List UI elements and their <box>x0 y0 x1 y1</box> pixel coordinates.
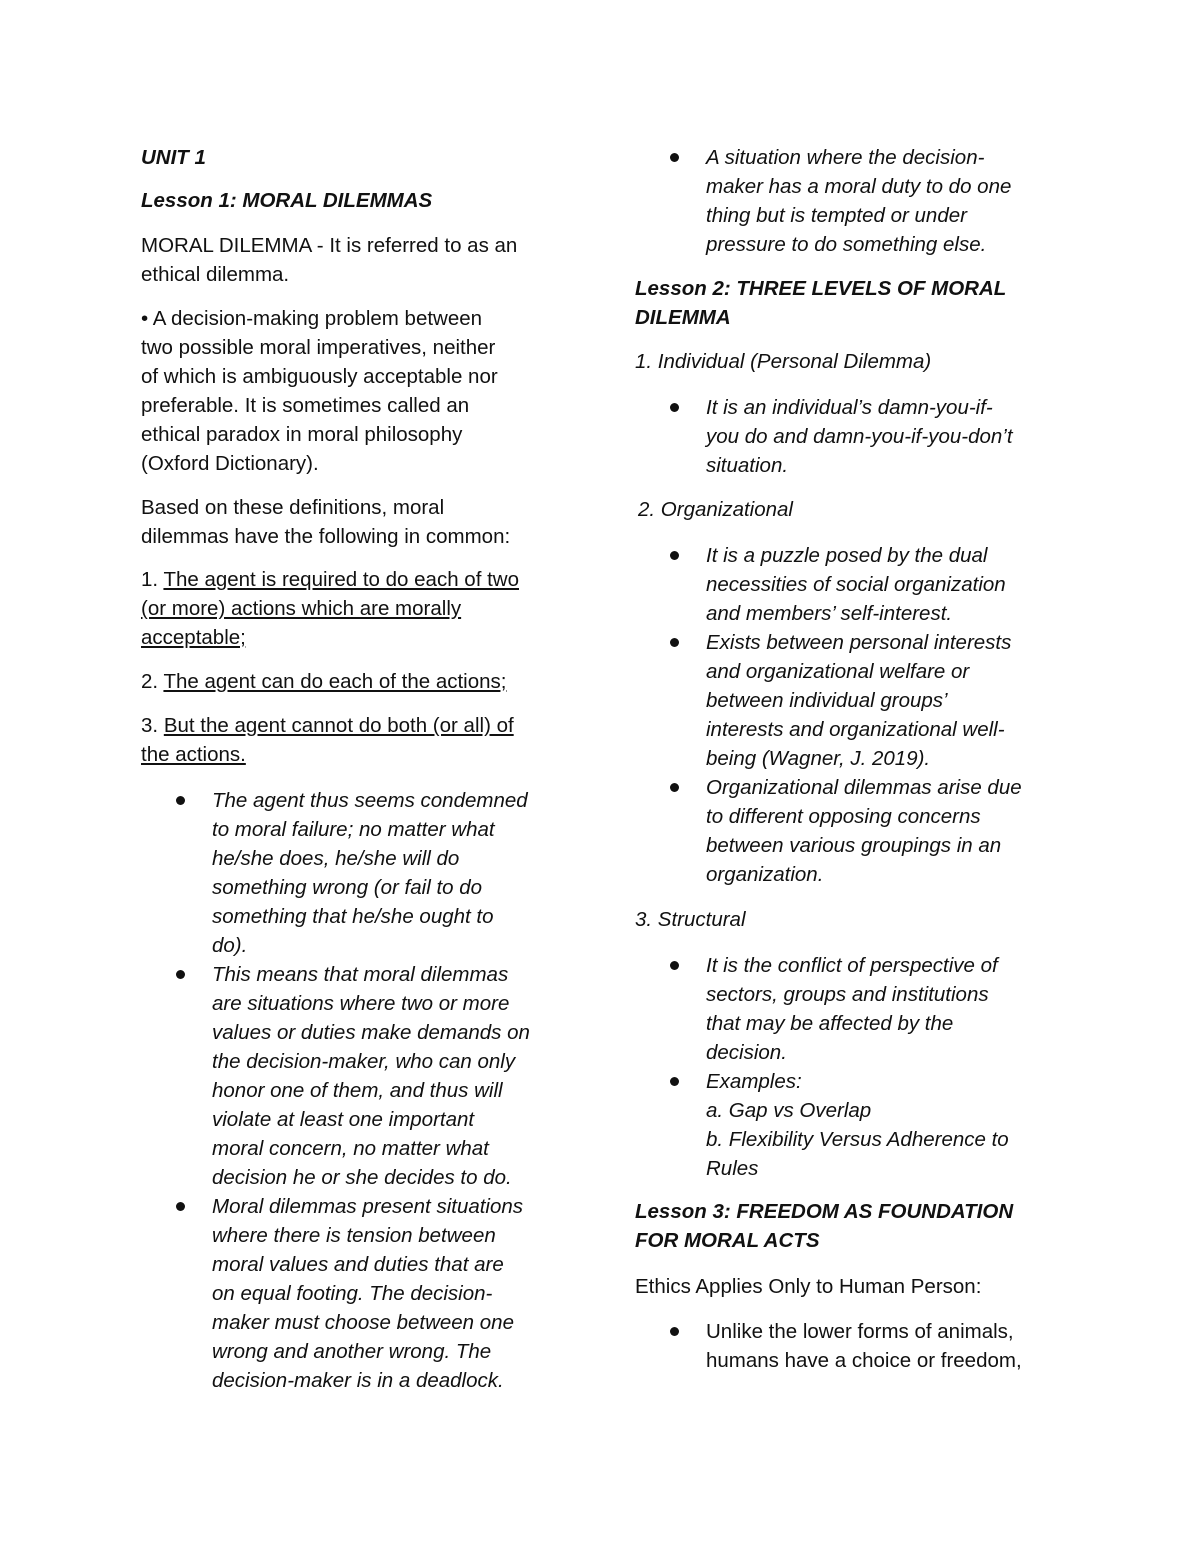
item-text: But the agent cannot do both (or all) of <box>163 714 514 737</box>
list-item: A situation where the decision- maker has a moral duty to do one thing but is tempted or under pressure to do something else. <box>706 143 1086 259</box>
text-line: • A decision-making problem between <box>141 307 483 330</box>
list-item: Unlike the lower forms of animals, humans have a choice or freedom, <box>706 1317 1086 1375</box>
text-line: Based on these definitions, moral <box>141 496 445 519</box>
bullet-icon <box>670 143 680 172</box>
text-line: preferable. It is sometimes called an <box>141 394 470 417</box>
common-features-intro <box>141 493 581 551</box>
list-item: The agent thus seems condemned to moral failure; no matter what he/she does, he/she will do something wrong (or fail to do something that he/she ought to do). <box>212 786 592 960</box>
common-feature-3 <box>141 711 581 769</box>
decision-problem-definition <box>141 304 581 478</box>
level-1-bullet-list <box>706 393 1086 480</box>
ethics-intro: Ethics Applies Only to Human Person: <box>635 1275 982 1298</box>
top-bullet-list <box>706 143 1086 259</box>
bullet-icon <box>670 1317 680 1346</box>
bullet-icon <box>670 773 680 802</box>
list-item: Organizational dilemmas arise due to different opposing concerns between various groupings in an organization. <box>706 773 1086 889</box>
bullet-icon <box>176 1192 186 1221</box>
text-line: two possible moral imperatives, neither <box>141 336 496 359</box>
lesson-1-bullet-list <box>212 786 592 1395</box>
list-item: It is an individual’s damn-you-if- you do and damn-you-if-you-don’t situation. <box>706 393 1086 480</box>
common-feature-2 <box>141 667 581 696</box>
level-1-heading: 1. Individual (Personal Dilemma) <box>635 350 932 373</box>
item-text: acceptable; <box>141 626 246 649</box>
text-line: (Oxford Dictionary). <box>141 452 319 475</box>
text-line: of which is ambiguously acceptable nor <box>141 365 498 388</box>
moral-dilemma-definition <box>141 231 581 289</box>
bullet-icon <box>670 393 680 422</box>
list-item: Moral dilemmas present situations where there is tension between moral values and duties that are on equal footing. The decision- maker must choose between one wrong and another wrong. The decision-maker is in a deadlock. <box>212 1192 592 1395</box>
item-number: 2. <box>141 670 159 693</box>
list-item: This means that moral dilemmas are situations where two or more values or duties make demands on the decision-maker, who can only honor one of them, and thus will violate at least one important moral concern, no matter what decision he or she decides to do. <box>212 960 592 1192</box>
level-2-heading: 2. Organizational <box>638 498 793 521</box>
list-item: Exists between personal interests and organizational welfare or between individual groups’ interests and organizational well- being (Wagner, J. 2019). <box>706 628 1086 773</box>
bullet-icon <box>670 951 680 980</box>
item-text: (or more) actions which are morally <box>141 597 462 620</box>
bullet-icon <box>670 541 680 570</box>
list-item: It is a puzzle posed by the dual necessities of social organization and members’ self-interest. <box>706 541 1086 628</box>
unit-heading: UNIT 1 <box>141 146 206 169</box>
bullet-icon <box>176 786 186 815</box>
level-3-bullet-list <box>706 951 1086 1183</box>
item-text: the actions. <box>141 743 246 766</box>
lesson-3-bullet-list <box>706 1317 1086 1375</box>
list-item: It is the conflict of perspective of sectors, groups and institutions that may be affected by the decision. <box>706 951 1086 1067</box>
text-line: ethical dilemma. <box>141 263 290 286</box>
item-number: 1. <box>141 568 159 591</box>
list-item: Examples: a. Gap vs Overlap b. Flexibility Versus Adherence to Rules <box>706 1067 1086 1183</box>
lesson-2-title: Lesson 2: THREE LEVELS OF MORAL DILEMMA <box>635 277 1007 329</box>
bullet-icon <box>176 960 186 989</box>
item-number: 3. <box>141 714 159 737</box>
item-text: The agent can do each of the actions; <box>163 670 507 693</box>
bullet-icon <box>670 1067 680 1096</box>
bullet-icon <box>670 628 680 657</box>
common-feature-1 <box>141 565 581 652</box>
level-3-heading: 3. Structural <box>635 908 746 931</box>
text-line: dilemmas have the following in common: <box>141 525 511 548</box>
item-text: The agent is required to do each of two <box>163 568 519 591</box>
lesson-3-title: Lesson 3: FREEDOM AS FOUNDATION FOR MORAL ACTS <box>635 1200 1014 1252</box>
lesson-1-title: Lesson 1: MORAL DILEMMAS <box>141 189 433 212</box>
level-2-bullet-list <box>706 541 1086 889</box>
text-line: ethical paradox in moral philosophy <box>141 423 463 446</box>
text-line: MORAL DILEMMA - It is referred to as an <box>141 234 518 257</box>
